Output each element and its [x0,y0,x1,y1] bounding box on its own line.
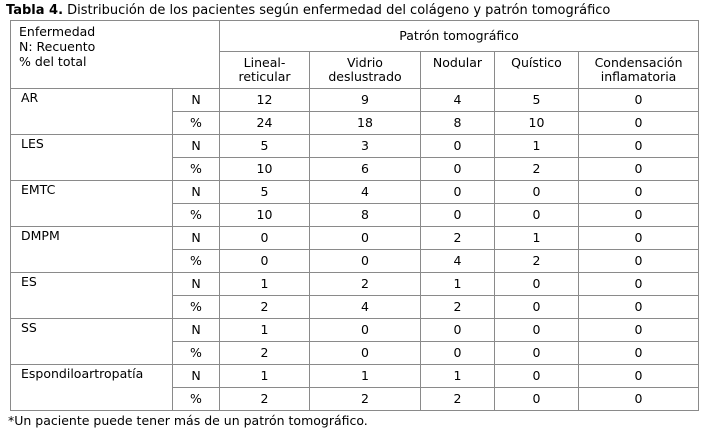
table-row [11,135,699,158]
count-cell: 1 [421,365,495,388]
percent-cell: 2 [220,296,310,319]
count-cell: 0 [310,227,421,250]
column-header-line: deslustrado [328,69,402,84]
percent-cell: 0 [579,204,699,227]
percent-cell: 0 [495,342,579,365]
count-cell: 0 [220,227,310,250]
percent-cell: 0 [579,342,699,365]
footnote: *Un paciente puede tener más de un patrón tomográfico. [8,413,368,428]
percent-cell: 2 [495,250,579,273]
header-left-cell [11,21,220,89]
count-cell: 1 [310,365,421,388]
count-cell: 3 [310,135,421,158]
table-row [11,181,699,204]
column-header-line: Vidrio [347,55,383,70]
count-cell: 0 [579,227,699,250]
column-header-line: Nodular [432,55,483,70]
percent-cell: 0 [579,112,699,135]
percent-cell: 2 [421,296,495,319]
count-cell: 9 [310,89,421,112]
percent-cell: 0 [220,250,310,273]
percent-cell: 8 [310,204,421,227]
count-cell: 0 [310,319,421,342]
count-cell: 1 [495,135,579,158]
stat-label-cell: N [173,227,220,250]
column-header-line: Quístico [511,55,562,70]
count-cell: 0 [579,273,699,296]
stat-label-cell: N [173,135,220,158]
disease-cell: ES [11,273,173,319]
stat-label-cell: N [173,89,220,112]
percent-cell: 0 [421,158,495,181]
count-cell: 0 [495,365,579,388]
count-cell: 2 [310,273,421,296]
table-row [11,227,699,250]
stat-label-cell: % [173,342,220,365]
count-cell: 0 [495,181,579,204]
column-header [579,52,699,89]
count-cell: 1 [421,273,495,296]
percent-cell: 2 [220,342,310,365]
stat-label-cell: N [173,365,220,388]
table-row [11,273,699,296]
percent-cell: 4 [310,296,421,319]
count-cell: 1 [220,319,310,342]
percent-cell: 0 [579,388,699,411]
percent-cell: 18 [310,112,421,135]
percent-cell: 0 [495,388,579,411]
percent-cell: 0 [310,342,421,365]
count-cell: 12 [220,89,310,112]
percent-cell: 0 [310,250,421,273]
column-header [495,52,579,89]
stat-label-cell: N [173,181,220,204]
table-title [6,2,610,20]
stat-label-cell: % [173,204,220,227]
stat-label-cell: % [173,388,220,411]
count-cell: 0 [495,273,579,296]
disease-cell: DMPM [11,227,173,273]
count-cell: 4 [421,89,495,112]
table-row [11,365,699,388]
column-header [421,52,495,89]
percent-cell: 2 [310,388,421,411]
count-cell: 4 [310,181,421,204]
percent-cell: 4 [421,250,495,273]
percent-cell: 24 [220,112,310,135]
count-cell: 0 [495,319,579,342]
column-header-line: Lineal- [243,55,286,70]
table-row [11,89,699,112]
count-cell: 5 [495,89,579,112]
percent-cell: 2 [421,388,495,411]
percent-cell: 10 [220,204,310,227]
data-table [10,20,699,411]
stat-label-cell: % [173,296,220,319]
count-cell: 0 [579,319,699,342]
disease-cell: SS [11,319,173,365]
header-left-line: Enfermedad [19,24,96,39]
disease-cell: AR [11,89,173,135]
percent-cell: 0 [421,342,495,365]
percent-cell: 0 [579,158,699,181]
percent-cell: 2 [220,388,310,411]
column-header [220,52,310,89]
percent-cell: 0 [495,296,579,319]
count-cell: 0 [421,319,495,342]
column-group-header: Patrón tomográfico [220,21,699,52]
count-cell: 0 [579,181,699,204]
column-header-line: inflamatoria [600,69,677,84]
count-cell: 1 [220,365,310,388]
percent-cell: 10 [220,158,310,181]
header-row-group [11,21,699,52]
header-left-line: % del total [19,54,87,69]
percent-cell: 0 [579,296,699,319]
count-cell: 1 [220,273,310,296]
stat-label-cell: % [173,158,220,181]
column-header-line: reticular [238,69,291,84]
count-cell: 0 [579,365,699,388]
table-row [11,319,699,342]
percent-cell: 6 [310,158,421,181]
disease-cell: Espondiloartropatía [11,365,173,411]
percent-cell: 0 [421,204,495,227]
count-cell: 2 [421,227,495,250]
percent-cell: 8 [421,112,495,135]
count-cell: 1 [495,227,579,250]
column-header-line: Condensación [594,55,683,70]
count-cell: 5 [220,135,310,158]
column-header [310,52,421,89]
count-cell: 0 [421,135,495,158]
stat-label-cell: % [173,112,220,135]
stat-label-cell: N [173,319,220,342]
disease-cell: EMTC [11,181,173,227]
count-cell: 0 [421,181,495,204]
percent-cell: 10 [495,112,579,135]
disease-cell: LES [11,135,173,181]
table-title-text: Distribución de los pacientes según enfermedad del colágeno y patrón tomográfico [63,3,611,18]
percent-cell: 0 [579,250,699,273]
stat-label-cell: N [173,273,220,296]
table-title-label: Tabla 4. [6,3,64,18]
stat-label-cell: % [173,250,220,273]
header-left-line: N: Recuento [19,39,96,54]
count-cell: 0 [579,135,699,158]
percent-cell: 2 [495,158,579,181]
percent-cell: 0 [495,204,579,227]
count-cell: 5 [220,181,310,204]
count-cell: 0 [579,89,699,112]
